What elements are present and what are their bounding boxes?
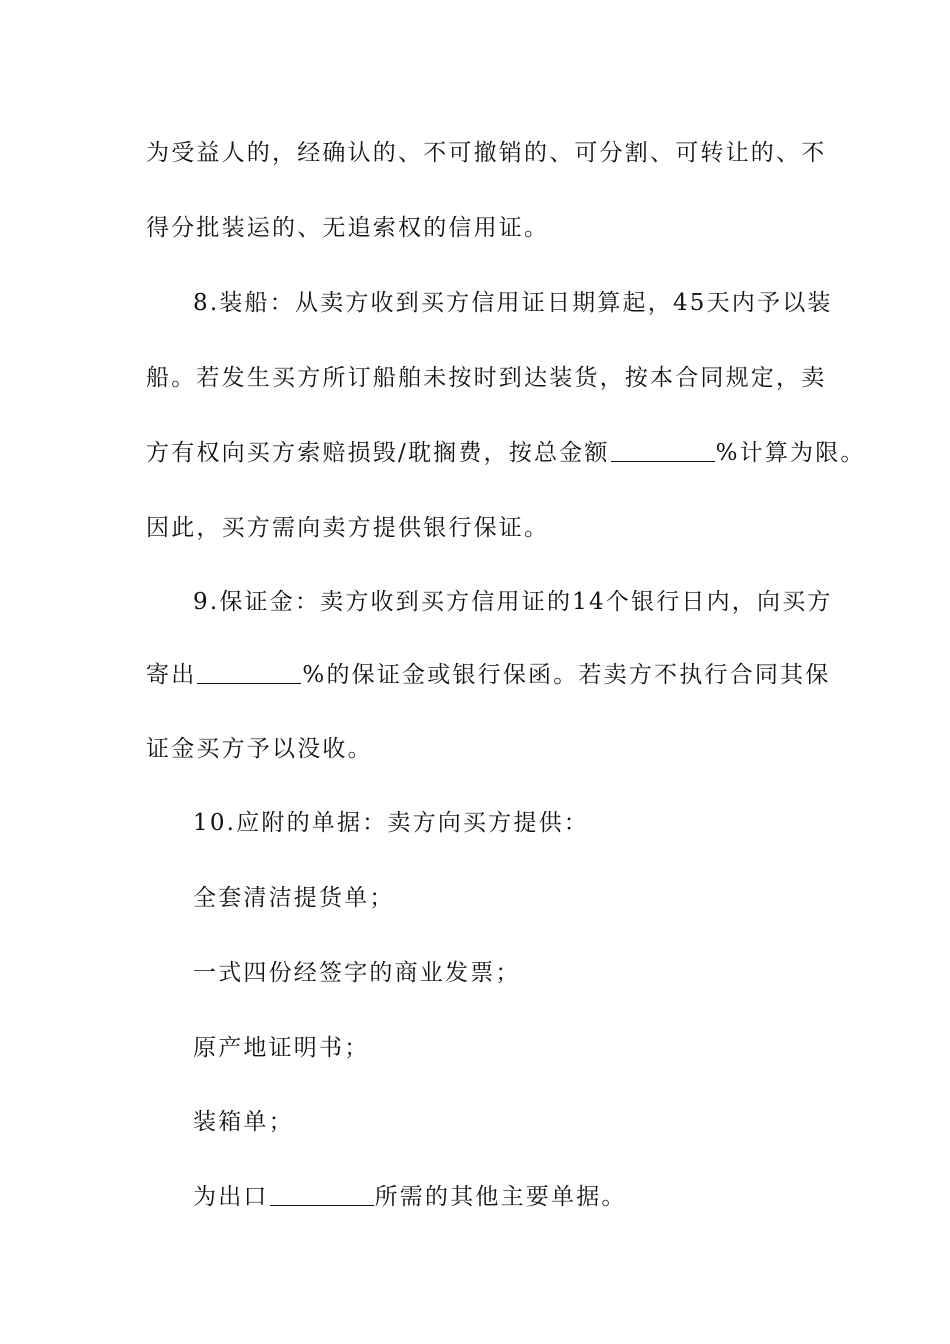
text-segment: 得分批装运的、无追索权的信用证。 bbox=[146, 215, 550, 241]
list-item bbox=[193, 1177, 627, 1217]
clause-9-heading-line bbox=[193, 582, 833, 622]
text-segment: 为出口 bbox=[193, 1184, 269, 1210]
list-item bbox=[193, 1102, 294, 1142]
text-segment: 寄出 bbox=[146, 662, 197, 688]
text-segment: 因此，买方需向卖方提供银行保证。 bbox=[146, 515, 550, 541]
paragraph-line bbox=[146, 729, 373, 769]
paragraph-line bbox=[146, 133, 826, 173]
text-segment: %计算为限。 bbox=[715, 440, 866, 466]
text-segment: 10.应附的单据：卖方向买方提供： bbox=[193, 810, 589, 836]
text-segment: 8.装船：从卖方收到买方信用证日期算起，45天内予以装 bbox=[193, 290, 833, 316]
paragraph-line bbox=[146, 358, 826, 398]
text-segment: 方有权向买方索赔损毁/耽搁费，按总金额 bbox=[146, 440, 610, 466]
text-segment: 为受益人的，经确认的、不可撤销的、可分割、可转让的、不 bbox=[146, 140, 827, 166]
text-segment: 全套清洁提货单； bbox=[193, 885, 395, 911]
text-segment: 所需的其他主要单据。 bbox=[374, 1184, 627, 1210]
text-segment: %的保证金或银行保函。若卖方不执行合同其保 bbox=[302, 662, 831, 688]
text-segment: 装箱单； bbox=[193, 1109, 294, 1135]
list-item bbox=[193, 878, 395, 918]
clause-8-heading-line bbox=[193, 283, 833, 323]
list-item bbox=[193, 953, 521, 993]
text-segment: 证金买方予以没收。 bbox=[146, 736, 373, 762]
text-segment: 船。若发生买方所订船舶未按时到达装货，按本合同规定，卖 bbox=[146, 365, 827, 391]
fill-in-blank[interactable] bbox=[197, 657, 301, 684]
text-segment: 9.保证金：卖方收到买方信用证的14个银行日内，向买方 bbox=[193, 589, 833, 615]
paragraph-line bbox=[146, 433, 866, 473]
fill-in-blank[interactable] bbox=[611, 435, 715, 462]
fill-in-blank[interactable] bbox=[270, 1179, 374, 1206]
list-item bbox=[193, 1028, 369, 1068]
paragraph-line bbox=[146, 208, 549, 248]
text-segment: 一式四份经签字的商业发票； bbox=[193, 960, 521, 986]
paragraph-line bbox=[146, 655, 830, 695]
paragraph-line bbox=[146, 508, 549, 548]
clause-10-heading-line bbox=[193, 803, 589, 843]
text-segment: 原产地证明书； bbox=[193, 1035, 370, 1061]
